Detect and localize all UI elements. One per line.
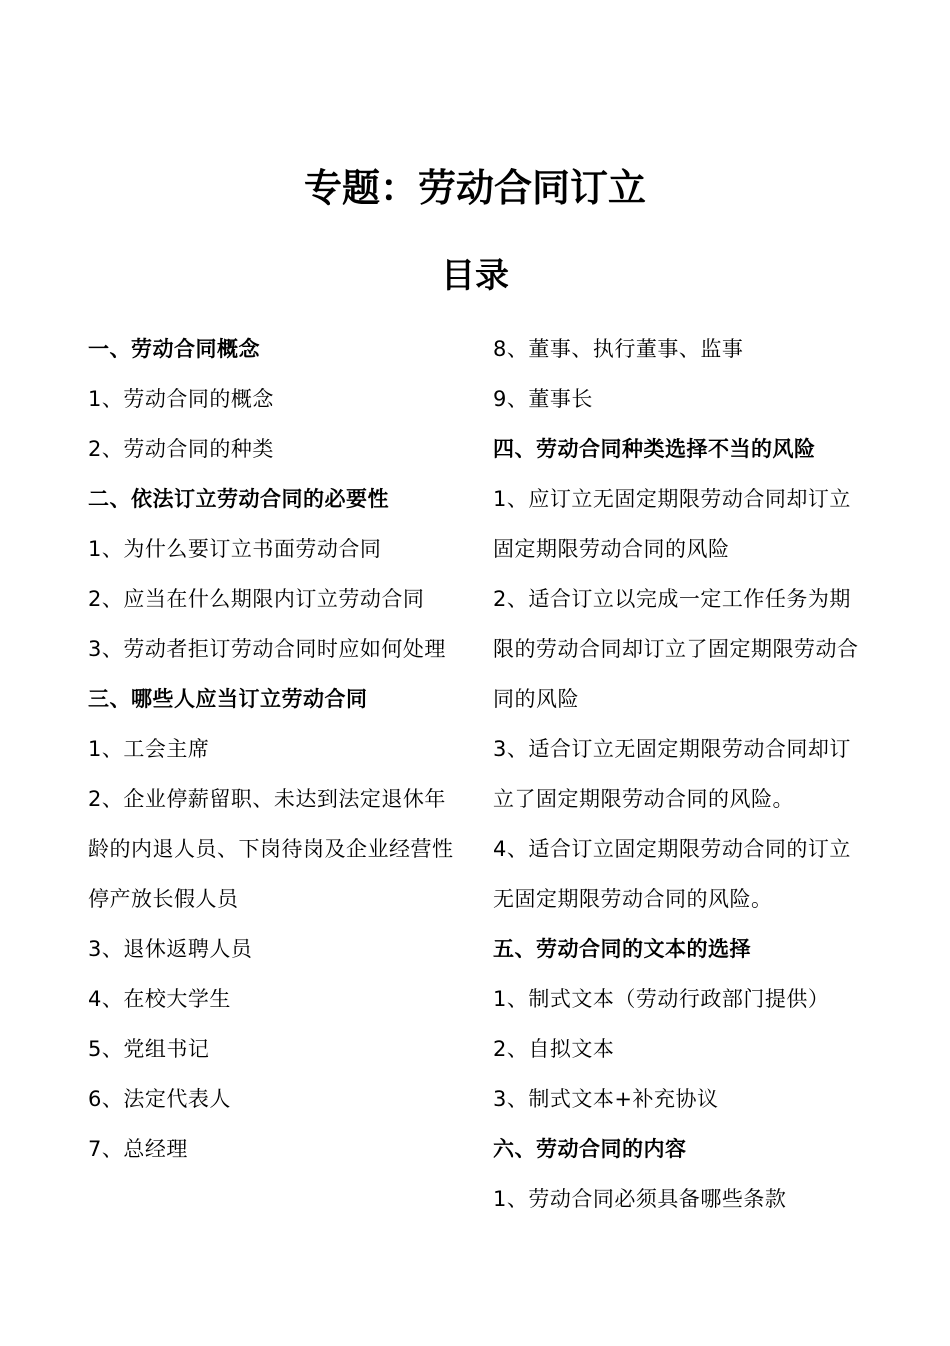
toc-item: 2、自拟文本 [493, 1037, 615, 1061]
toc-item: 3、劳动者拒订劳动合同时应如何处理 [88, 637, 446, 661]
toc-section-4: 四、劳动合同种类选择不当的风险 [493, 437, 816, 461]
toc-item: 1、劳动合同必须具备哪些条款 [493, 1187, 787, 1211]
toc-item: 3、制式文本+补充协议 [493, 1087, 719, 1111]
page-title: 专题：劳动合同订立 [303, 166, 646, 210]
toc-item: 7、总经理 [88, 1137, 188, 1161]
toc-item: 1、工会主席 [88, 737, 210, 761]
toc-item: 2、应当在什么期限内订立劳动合同 [88, 587, 425, 611]
toc-item: 3、适合订立无固定期限劳动合同却订立了固定期限劳动合同的风险。 [493, 737, 851, 811]
toc-item: 1、制式文本（劳动行政部门提供） [493, 987, 830, 1011]
toc-right-column [493, 324, 871, 1224]
toc-item: 4、在校大学生 [88, 987, 231, 1011]
toc-item: 2、劳动合同的种类 [88, 437, 274, 461]
toc-heading: 目录 [441, 256, 509, 296]
toc-item: 2、企业停薪留职、未达到法定退休年龄的内退人员、下岗待岗及企业经营性停产放长假人员 [88, 787, 454, 911]
toc-section-2: 二、依法订立劳动合同的必要性 [88, 487, 389, 511]
toc-item: 8、董事、执行董事、监事 [493, 337, 744, 361]
toc-left-column [88, 324, 466, 1174]
toc-item: 1、应订立无固定期限劳动合同却订立固定期限劳动合同的风险 [493, 487, 851, 561]
toc-section-3: 三、哪些人应当订立劳动合同 [88, 687, 368, 711]
toc-item: 6、法定代表人 [88, 1087, 231, 1111]
toc-section-6: 六、劳动合同的内容 [493, 1137, 687, 1161]
toc-section-1: 一、劳动合同概念 [88, 337, 260, 361]
toc-item: 1、为什么要订立书面劳动合同 [88, 537, 382, 561]
toc-item: 2、适合订立以完成一定工作任务为期限的劳动合同却订立了固定期限劳动合同的风险 [493, 587, 859, 711]
toc-item: 4、适合订立固定期限劳动合同的订立无固定期限劳动合同的风险。 [493, 837, 851, 911]
toc-section-5: 五、劳动合同的文本的选择 [493, 937, 751, 961]
toc-item: 9、董事长 [493, 387, 593, 411]
toc-item: 5、党组书记 [88, 1037, 210, 1061]
toc-item: 3、退休返聘人员 [88, 937, 253, 961]
toc-item: 1、劳动合同的概念 [88, 387, 274, 411]
